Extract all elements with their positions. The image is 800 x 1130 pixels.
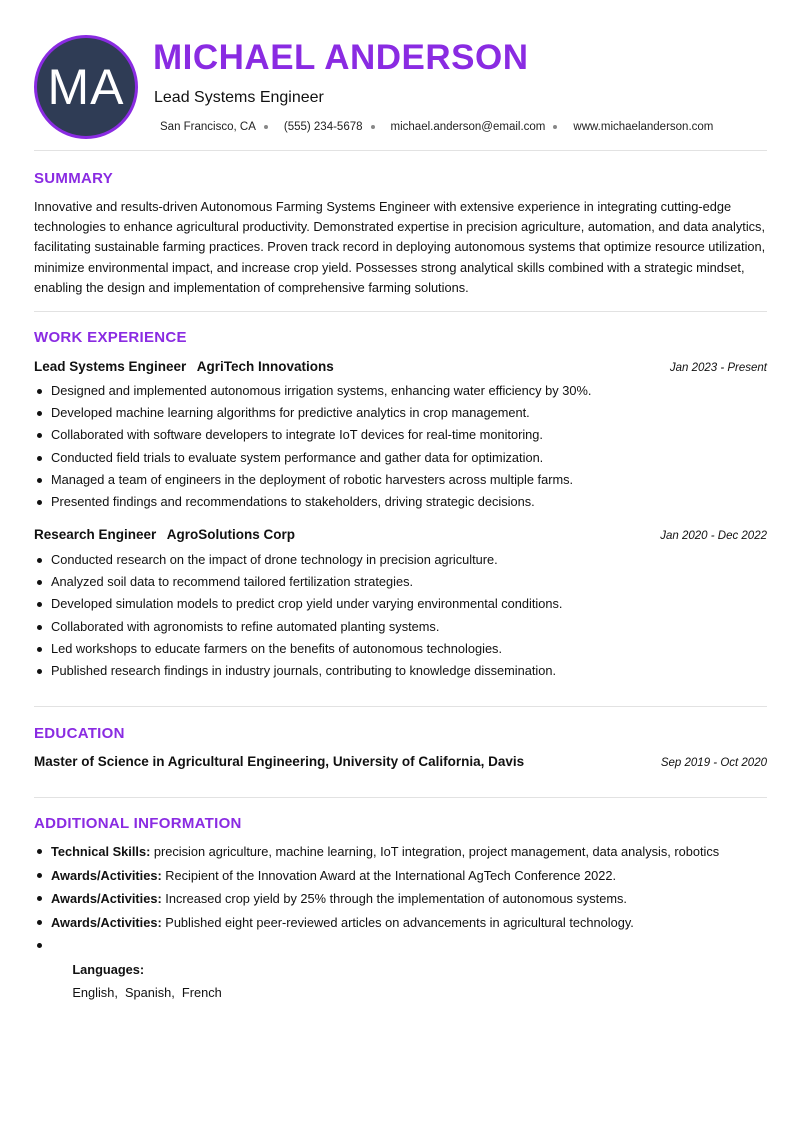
job-header — [34, 358, 767, 376]
job-role: Research Engineer — [34, 527, 157, 542]
education-dates: Sep 2019 - Oct 2020 — [660, 757, 767, 769]
job-bullets — [34, 549, 774, 682]
list-item — [34, 887, 774, 911]
job-role: Lead Systems Engineer — [34, 359, 187, 374]
list-item: Developed machine learning algorithms for predictive analytics in crop management. — [34, 402, 774, 424]
info-text: Published eight peer-reviewed articles on advancements in agricultural technology. — [165, 914, 634, 930]
list-item: Analyzed soil data to recommend tailored fertilization strategies. — [34, 571, 774, 593]
work-experience-heading: WORK EXPERIENCE — [34, 329, 187, 346]
info-label: Awards/Activities: — [51, 867, 162, 883]
divider — [34, 150, 767, 151]
additional-info-heading: ADDITIONAL INFORMATION — [34, 815, 242, 832]
info-label: Technical Skills: — [51, 844, 151, 859]
list-item: Conducted research on the impact of drone technology in precision agriculture. — [34, 549, 774, 571]
education-entry — [34, 754, 767, 769]
list-item — [34, 840, 774, 864]
list-item: Published research findings in industry journals, contributing to knowledge dissemination. — [34, 660, 774, 682]
list-item — [34, 864, 774, 888]
list-item: Collaborated with software developers to integrate IoT devices for real-time monitoring. — [34, 424, 774, 446]
list-item — [34, 911, 774, 935]
info-text: English, Spanish, French — [72, 985, 222, 1000]
summary-text: Innovative and results-driven Autonomous Farming Systems Engineer with extensive experience in integrating cutting-edge technologies to enhance agricultural productivity. Demonstrated expertise in precision agriculture, automation, and data analytics, facilitating sustainable farming practices. Proven track record in deploying autonomous systems that optimize resource utilization, minimize environmental impact, and increase crop yield. Possesses strong analytical skills combined with a strategic mindset, enabling the design and implementation of comprehensive farming solutions. — [34, 199, 766, 295]
info-text: precision agriculture, machine learning, IoT integration, project management, data analysis, robotics — [153, 844, 720, 859]
avatar-initials: MA — [47, 59, 125, 115]
list-item — [34, 934, 774, 1028]
info-text: Recipient of the Innovation Award at the International AgTech Conference 2022. — [165, 867, 617, 883]
education-degree: Master of Science in Agricultural Engineering, University of California, Davis — [34, 754, 525, 769]
info-label: Awards/Activities: — [51, 891, 162, 906]
info-label: Languages: — [72, 961, 145, 977]
candidate-name: MICHAEL ANDERSON — [153, 38, 529, 77]
separator-dot — [264, 125, 268, 129]
divider — [34, 311, 767, 312]
job-dates: Jan 2020 - Dec 2022 — [660, 530, 767, 542]
contact-website[interactable]: www.michaelanderson.com — [573, 121, 714, 133]
contact-phone: (555) 234-5678 — [283, 121, 363, 133]
contact-location: San Francisco, CA — [160, 121, 256, 133]
job-company: AgriTech Innovations — [196, 359, 334, 374]
list-item: Led workshops to educate farmers on the benefits of autonomous technologies. — [34, 638, 774, 660]
separator-dot — [553, 125, 557, 129]
job-dates: Jan 2023 - Present — [669, 362, 767, 374]
contact-email[interactable]: michael.anderson@email.com — [390, 121, 546, 133]
list-item: Conducted field trials to evaluate system performance and gather data for optimization. — [34, 447, 774, 469]
list-item: Presented findings and recommendations to stakeholders, driving strategic decisions. — [34, 491, 774, 513]
list-item: Collaborated with agronomists to refine automated planting systems. — [34, 616, 774, 638]
list-item: Developed simulation models to predict crop yield under varying environmental conditions. — [34, 593, 774, 615]
info-label: Awards/Activities: — [51, 914, 162, 930]
contact-line — [160, 121, 713, 133]
job-bullets — [34, 380, 774, 513]
divider — [34, 797, 767, 798]
education-heading: EDUCATION — [34, 725, 125, 742]
divider — [34, 706, 767, 707]
additional-info-list — [34, 840, 774, 1028]
separator-dot — [371, 125, 375, 129]
candidate-title: Lead Systems Engineer — [154, 89, 324, 106]
list-item: Managed a team of engineers in the deployment of robotic harvesters across multiple farms. — [34, 469, 774, 491]
info-text: Increased crop yield by 25% through the implementation of autonomous systems. — [165, 891, 627, 906]
job-company: AgroSolutions Corp — [166, 527, 296, 542]
job-header — [34, 526, 767, 544]
summary-heading: SUMMARY — [34, 170, 114, 187]
avatar — [34, 35, 138, 139]
list-item: Designed and implemented autonomous irrigation systems, enhancing water efficiency by 30%. — [34, 380, 774, 402]
